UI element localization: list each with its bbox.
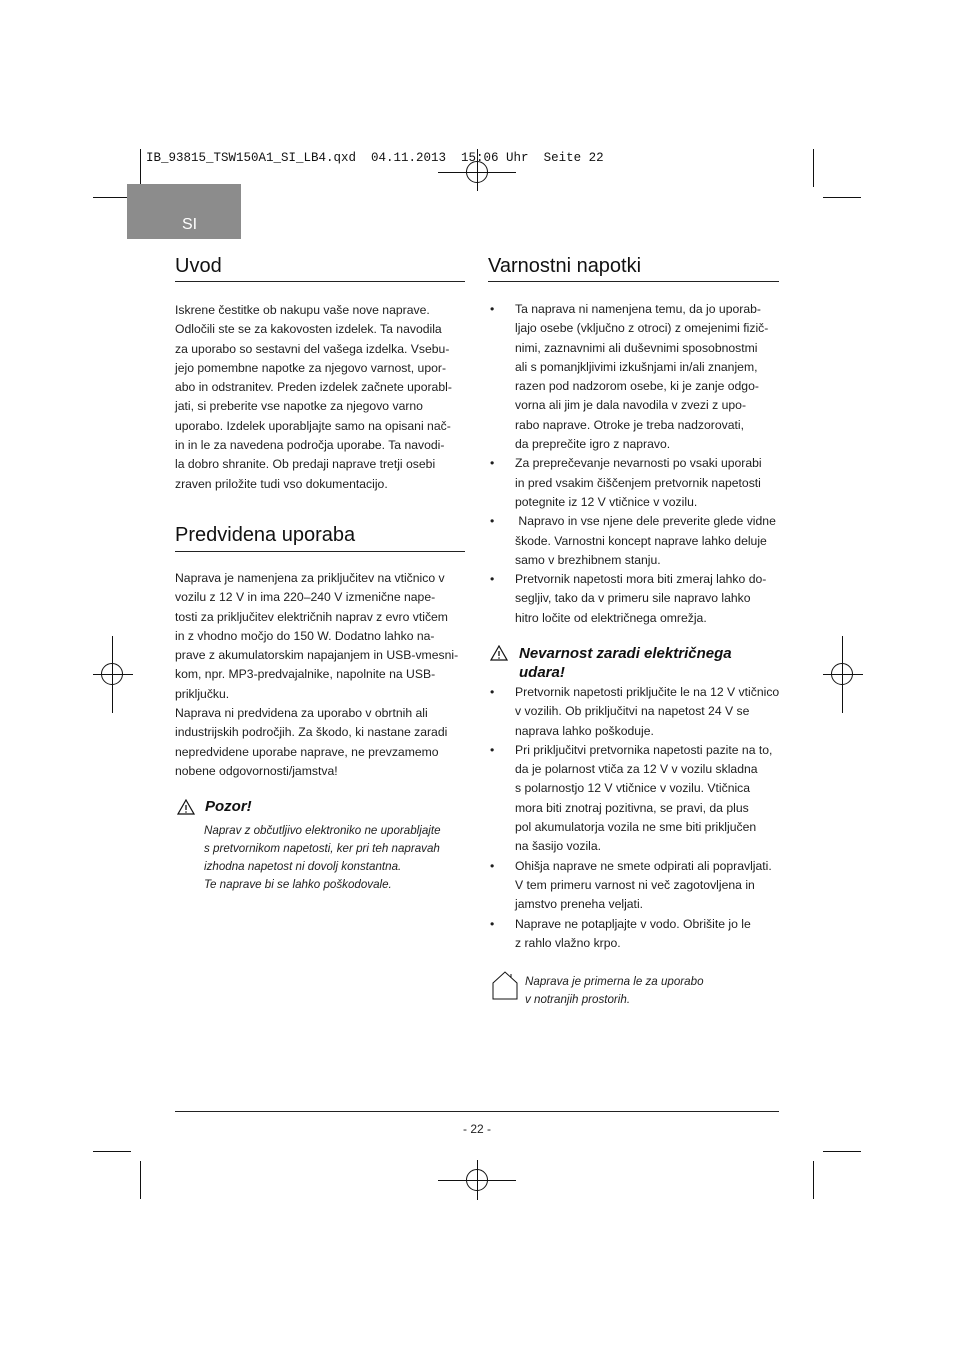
indoor-note: [525, 973, 704, 1009]
print-slug: IB_93815_TSW150A1_SI_LB4.qxd 04.11.2013 15:06 Uhr Seite 22: [146, 151, 604, 165]
crop-mark: [813, 1161, 814, 1199]
bullet-line: ali s pomanjkljivimi izkušnjami in/ali znanjem,: [515, 359, 758, 374]
bullet-item: [488, 454, 783, 512]
bullet-line: V tem primeru varnost ni več zagotovljena in: [515, 877, 755, 892]
bullet-line: z rahlo vlažno krpo.: [515, 935, 621, 950]
bullet-line: da preprečite igro z napravo.: [515, 437, 671, 452]
bullet-line: • Pretvornik napetosti mora biti zmeraj lahko do-: [515, 572, 767, 587]
bullet-item: [488, 570, 783, 628]
section-rule: [175, 551, 465, 552]
text-line: priključku.: [175, 686, 230, 701]
crop-mark: [93, 197, 131, 198]
section-title-uvod: Uvod: [175, 255, 222, 277]
text-line: Naprava je namenjena za priključitev na vtičnico v: [175, 571, 445, 585]
uvod-paragraph: [175, 301, 452, 494]
bullet-line: hitro ločite od električnega omrežja.: [515, 610, 707, 625]
text-line: in z vhodno močjo do 150 W. Dodatno lahko na-: [175, 628, 435, 643]
warning-triangle-icon: [177, 799, 195, 815]
footer-rule: [175, 1111, 779, 1112]
bullet-line: s polarnostjo 12 V vtičnice v vozilu. Vtičnica: [515, 781, 751, 796]
bullet-item: [488, 512, 783, 570]
bullet-item: [488, 915, 783, 954]
predvidena-paragraph: [175, 569, 458, 781]
text-line: za uporabo so sestavni del vašega izdelka. Vsebu-: [175, 341, 450, 356]
bullet-line: samo v brezhibnem stanju.: [515, 552, 661, 567]
bullet-item: [488, 300, 783, 454]
section-rule: [175, 281, 465, 282]
warning-triangle-icon: [490, 645, 508, 661]
language-tab: [127, 184, 241, 239]
pozor-title: Pozor!: [205, 798, 252, 815]
text-line: s pretvornikom napetosti, ker pri teh napravah: [204, 842, 440, 855]
text-line: prave z akumulatorskim napajanjem in USB-vmesni-: [175, 648, 459, 663]
text-line: la dobro shranite. Ob predaji naprave tretji osebi: [175, 457, 436, 472]
bullet-line: škode. Varnostni koncept naprave lahko deluje: [515, 533, 767, 548]
bullet-line: • Napravo in vse njene dele preverite glede vidne: [515, 514, 776, 529]
text-line: tosti za priključitev električnih naprav z evro vtičem: [175, 609, 448, 624]
bullet-item: [488, 741, 783, 857]
language-tab-label: SI: [182, 216, 198, 233]
nevarnost-title-line: udara!: [519, 664, 565, 681]
section-title-predvidena: Predvidena uporaba: [175, 524, 356, 546]
indoor-note-line: v notranjih prostorih.: [525, 993, 631, 1006]
registration-mark: [831, 663, 853, 685]
text-line: jejo pomembne napotke za njegovo varnost, upor-: [175, 360, 446, 375]
bullet-line: potegnite iz 12 V vtičnice v vozilu.: [515, 494, 698, 509]
text-line: izhodna napetost ni dovolj konstantna.: [204, 860, 402, 873]
text-line: Naprava ni predvidena za uporabo v obrtnih ali: [175, 706, 428, 721]
text-line: abo in odstranitev. Preden izdelek začnete uporabl-: [175, 380, 452, 395]
bullet-line: • Naprave ne potapljajte v vodo. Obrišite jo le: [515, 916, 751, 931]
text-line: Te naprave bi se lahko poškodovale.: [204, 878, 392, 891]
bullet-line: ljajo osebe (vključno z otroci) z omejenimi fizič-: [515, 321, 769, 336]
bullet-line: • Ta naprava ni namenjena temu, da jo uporab-: [515, 302, 761, 316]
bullet-line: vorna ali jim je dala navodila v zvezi z upo-: [515, 398, 746, 413]
nevarnost-title-line: Nevarnost zaradi električnega: [519, 645, 732, 662]
text-line: Iskrene čestitke ob nakupu vaše nove naprave.: [175, 303, 430, 317]
bullet-item: [488, 857, 783, 915]
bullet-line: segljiv, tako da v primeru sile napravo lahko: [515, 591, 751, 606]
bullet-line: • Pretvornik napetosti priključite le na 12 V vtičnico: [515, 685, 780, 699]
bullet-line: naprava lahko poškoduje.: [515, 723, 654, 738]
pozor-text: [204, 822, 441, 894]
text-line: industrijskih področjih. Za škodo, ki nastane zaradi: [175, 725, 448, 740]
bullet-line: na šasijo vozila.: [515, 839, 602, 854]
text-line: in in le za navedena področja uporabe. Ta navodi-: [175, 438, 445, 453]
bullet-line: mora biti znotraj pozitivna, se pravi, da plus: [515, 800, 749, 815]
crop-mark: [140, 149, 141, 187]
bullet-line: rabo naprave. Otroke je treba nadzorovati,: [515, 417, 744, 432]
bullet-line: • Pri priključitvi pretvornika napetosti pazite na to,: [515, 742, 773, 757]
registration-mark: [101, 663, 123, 685]
text-line: nepredvidene uporabe naprave, ne prevzamemo: [175, 744, 439, 759]
text-line: jati, si preberite vse napotke za njegovo varno: [175, 399, 423, 414]
nevarnost-title: [519, 644, 732, 682]
page-number: - 22 -: [462, 1122, 491, 1136]
bullet-line: razen pod nadzorom osebe, ki je zanje odgo-: [515, 379, 759, 394]
bullet-line: nimi, zaznavnimi ali duševnimi sposobnostmi: [515, 340, 758, 355]
text-line: Odločili ste se za kakovosten izdelek. Ta navodila: [175, 322, 442, 337]
varnostni-list: [488, 300, 783, 628]
bullet-item: [488, 683, 783, 741]
text-line: nobene odgovornosti/jamstva!: [175, 763, 338, 778]
crop-mark: [823, 197, 861, 198]
registration-mark: [466, 1169, 488, 1191]
text-line: uporabo. Izdelek uporabljajte samo na opisani nač-: [175, 418, 451, 433]
text-line: zraven priložite tudi vso dokumentacijo.: [175, 476, 388, 491]
text-line: vozilu z 12 V in ima 220–240 V izmenične nape-: [175, 590, 436, 605]
bullet-line: pol akumulatorja vozila ne sme biti priključen: [515, 820, 757, 835]
bullet-line: jamstvo preneha veljati.: [515, 897, 644, 912]
bullet-line: • Za preprečevanje nevarnosti po vsaki uporabi: [515, 456, 762, 471]
bullet-line: v vozilih. Ob priključitvi na napetost 24 V se: [515, 704, 750, 719]
crop-mark: [813, 149, 814, 187]
crop-mark: [140, 1161, 141, 1199]
bullet-line: • Ohišja naprave ne smete odpirati ali popravljati.: [515, 858, 772, 873]
text-line: kom, npr. MP3-predvajalnike, napolnite na USB-: [175, 667, 436, 682]
indoor-note-line: Naprava je primerna le za uporabo: [525, 975, 704, 988]
house-icon: [491, 970, 519, 1000]
section-title-varnostni: Varnostni napotki: [488, 255, 642, 277]
bullet-line: in pred vsakim čiščenjem pretvornik napetosti: [515, 475, 761, 490]
crop-mark: [823, 1151, 861, 1152]
section-rule: [488, 281, 779, 282]
text-line: Naprav z občutljivo elektroniko ne uporabljajte: [204, 824, 441, 837]
nevarnost-list: [488, 683, 783, 953]
crop-mark: [93, 1151, 131, 1152]
bullet-line: da je polarnost vtiča za 12 V v vozilu skladna: [515, 762, 758, 777]
